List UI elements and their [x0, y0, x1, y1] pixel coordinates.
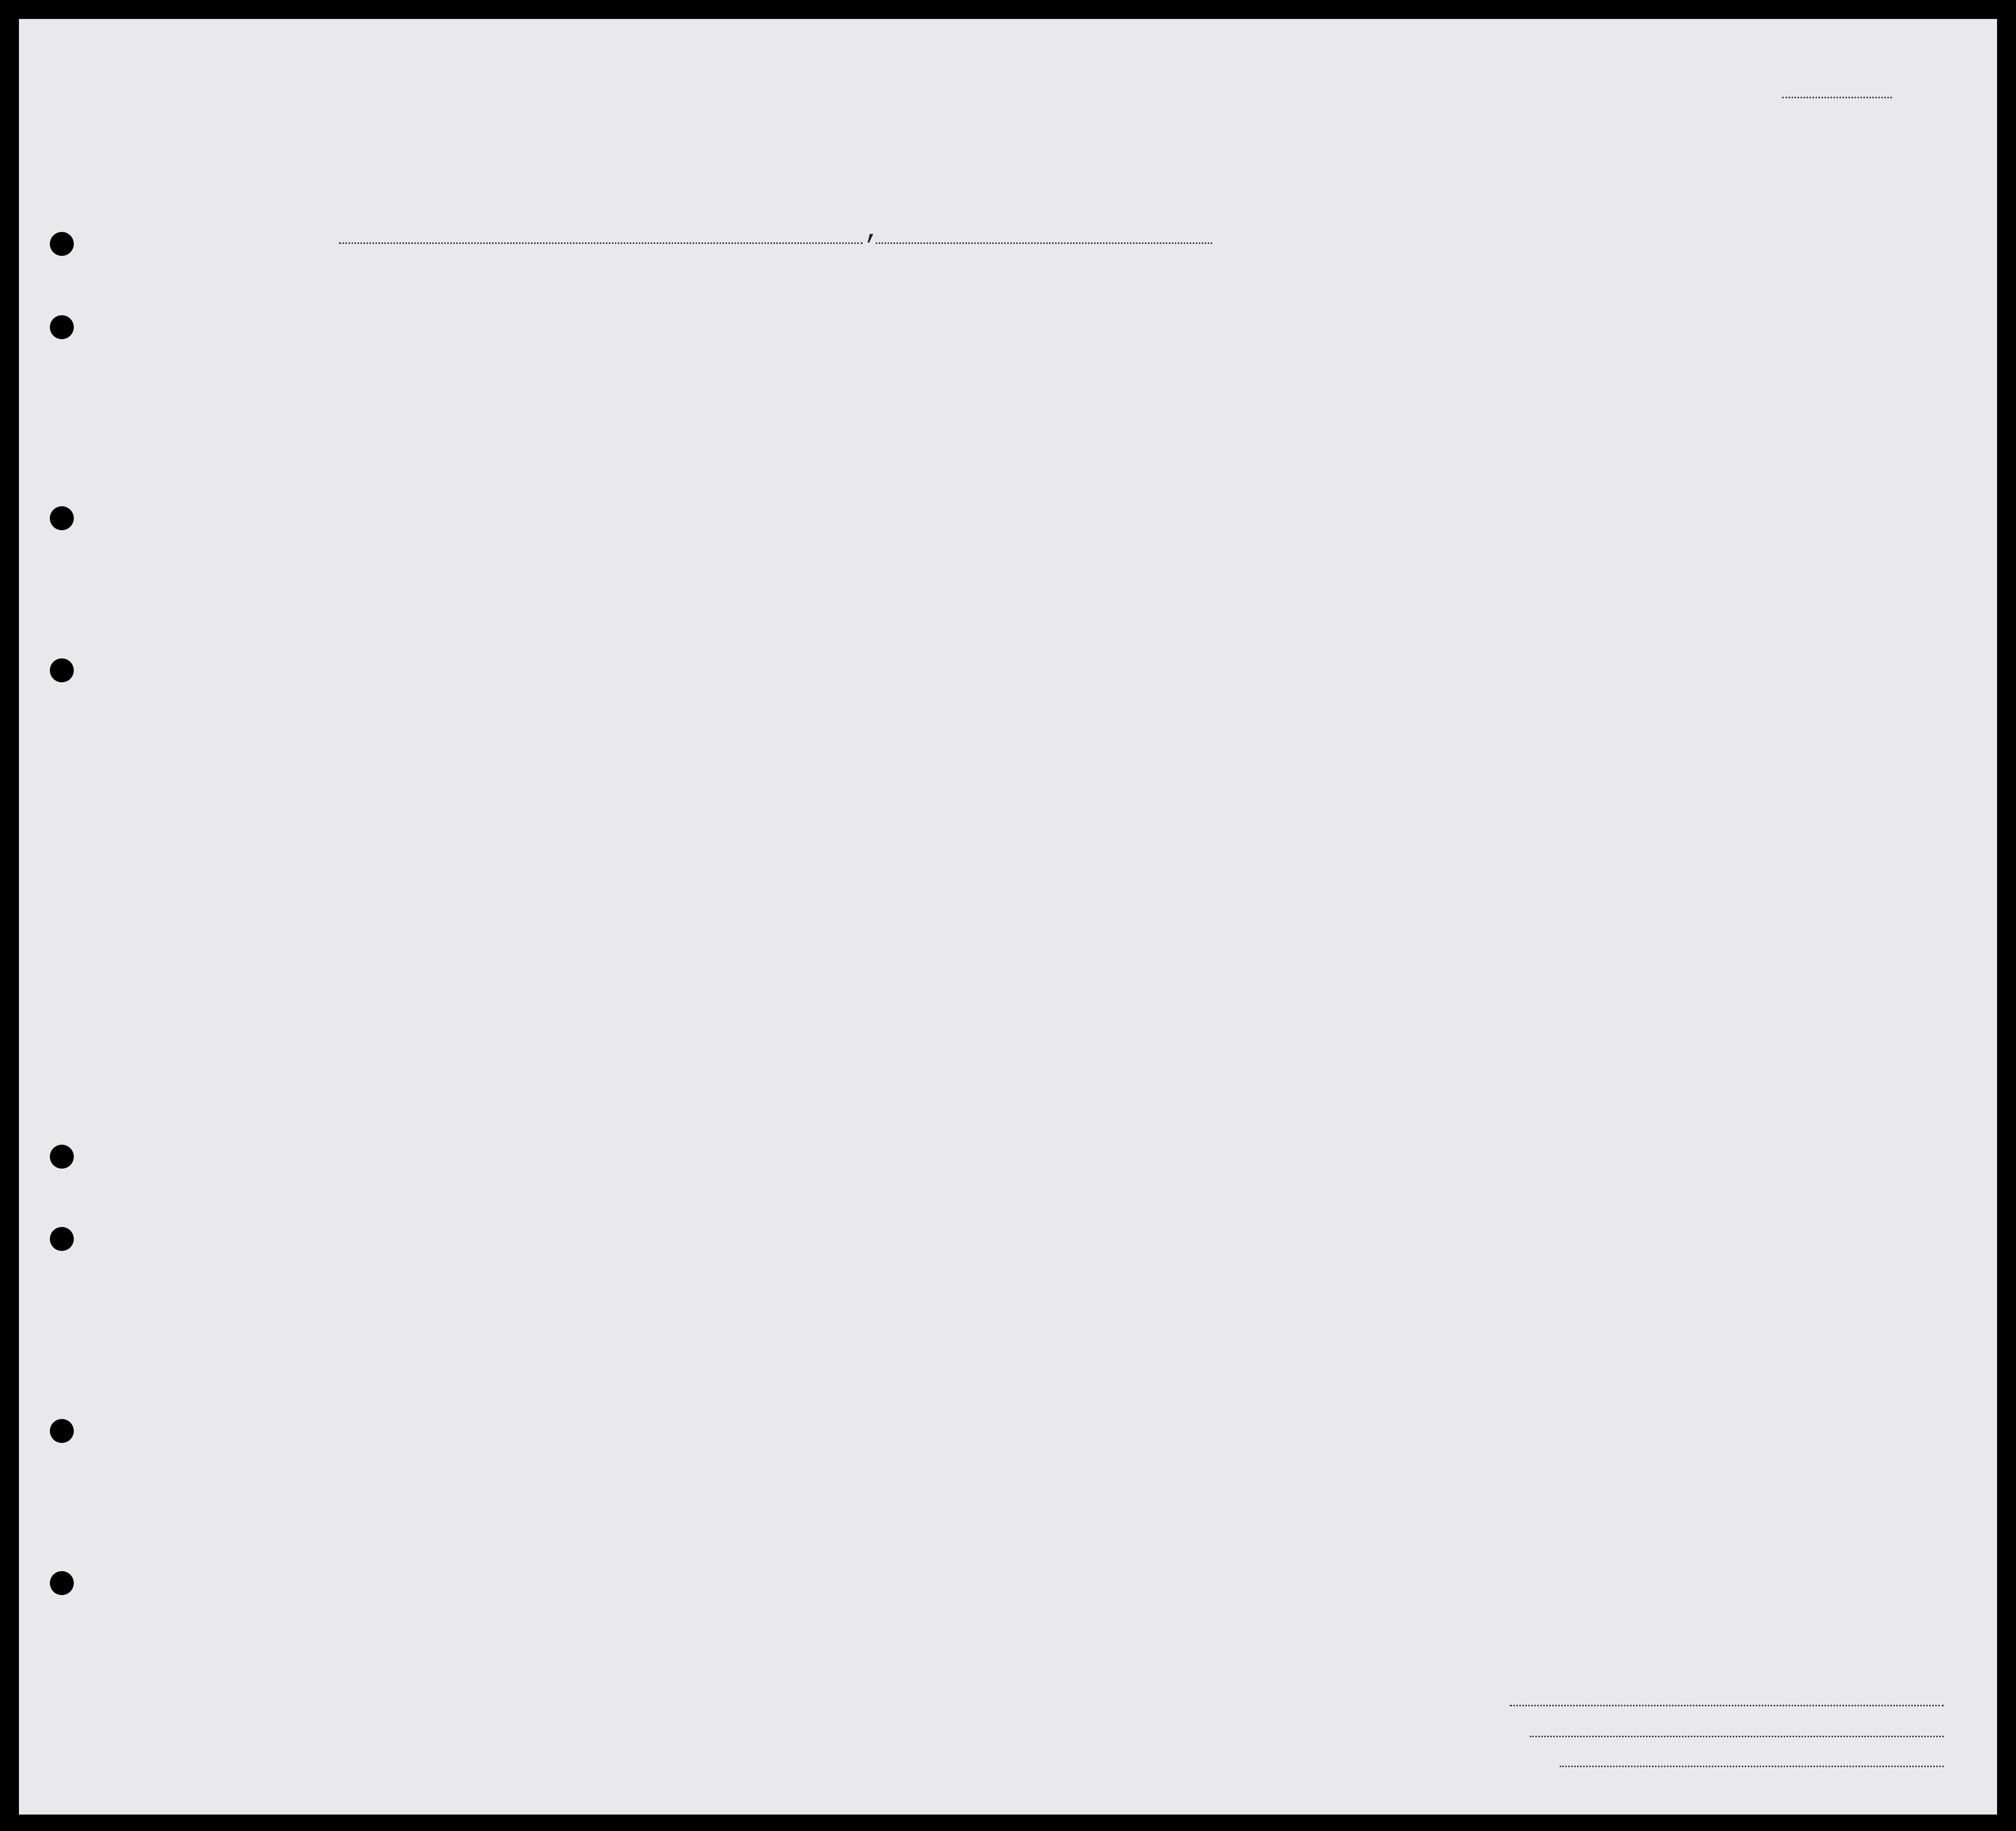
- binder-hole: [50, 1145, 74, 1169]
- binder-hole: [50, 1419, 74, 1443]
- binder-hole: [50, 1227, 74, 1251]
- binder-hole: [50, 315, 74, 339]
- binder-hole: [50, 658, 74, 682]
- comma: ,: [864, 216, 881, 246]
- agents-underline: [1560, 1766, 1944, 1767]
- owners-underline: [1530, 1736, 1944, 1737]
- binder-hole: [50, 1571, 74, 1595]
- manifest-sheet: [19, 19, 1997, 1815]
- binder-hole: [50, 506, 74, 530]
- ruling-lines: [19, 19, 1997, 1815]
- binder-hole: [50, 232, 74, 256]
- line-underline: [1510, 1705, 1944, 1706]
